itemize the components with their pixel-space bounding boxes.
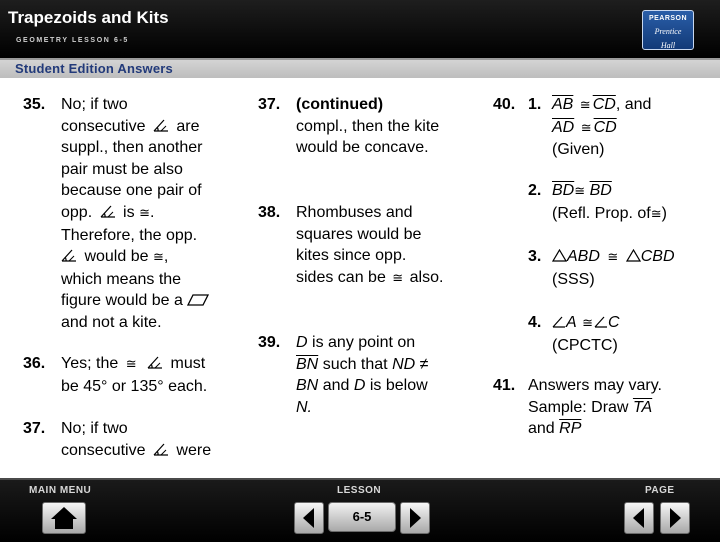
angles-icon <box>61 249 77 262</box>
lesson-label: LESSON <box>337 485 382 496</box>
answer-37 <box>23 418 233 462</box>
answer-line: Therefore, the opp. <box>61 226 198 244</box>
angles-icon <box>147 356 163 369</box>
answer-line: be 45° or 135° each. <box>61 377 208 395</box>
next-page-button[interactable] <box>660 502 690 534</box>
logo-line-2: Hall <box>660 41 676 50</box>
congruent-icon: ≅ <box>579 98 591 113</box>
answer-38 <box>258 202 468 290</box>
answer-line: pair must be also <box>61 160 183 178</box>
answer-line: which means the <box>61 270 182 288</box>
proof-step-2: 2. $\overline{BD}≅$ $\overline{BD}$ (Refl. Prop. of≅) <box>528 182 667 222</box>
answer-line: compl., then the kite <box>296 117 440 135</box>
logo-line-1: Prentice <box>654 27 682 36</box>
answer-line: squares would be <box>296 225 422 243</box>
arrow-left-icon <box>298 505 320 531</box>
section-title: Student Edition Answers <box>15 61 173 76</box>
triangle-icon <box>626 249 641 262</box>
answer-text: also. <box>409 268 444 286</box>
angles-icon <box>153 443 169 456</box>
proof-step-4: 4. A ≅ C (CPCTC) <box>528 314 620 354</box>
congruent-icon: ≅ <box>574 184 586 199</box>
triangle-icon <box>552 249 567 262</box>
main-menu-button[interactable] <box>42 502 86 534</box>
answer-number: 39. <box>258 334 281 351</box>
answer-text: figure would be a <box>61 292 183 310</box>
answer-41: 41. Answers may vary. Sample: Draw $\overline{TA}$ and $\overline{RP}$ <box>493 377 662 438</box>
answer-35: 35. No; if two consecutive are suppl., then another pair must be also because one pair of opp. is ≅. Therefore, the opp. would be ≅, which means the figure would be a and not a kite. <box>23 94 233 334</box>
page-label: PAGE <box>645 485 675 496</box>
answer-text: Yes; the <box>61 355 119 372</box>
answer-line: Answers may vary. <box>528 377 662 394</box>
answer-line: No; if two <box>61 96 128 113</box>
congruent-icon: ≅ <box>580 120 592 136</box>
answer-39: 39. D is any point on $\overline{BN}$ such that ND ≠ BN and D is below N. <box>258 332 468 420</box>
congruent-icon: ≅ <box>392 270 404 286</box>
answer-number: 40. <box>493 96 516 113</box>
answer-text: were <box>176 441 212 459</box>
angle-icon <box>552 315 566 328</box>
answer-text: opp. <box>61 203 93 221</box>
answer-40 <box>493 94 713 360</box>
ray-bn: $\overline{BN}$ <box>296 355 319 373</box>
congruent-icon: ≅ <box>582 316 594 331</box>
main-menu-label: MAIN MENU <box>29 485 92 496</box>
answer-number: 36. <box>23 355 46 372</box>
answer-text: must <box>170 355 206 372</box>
congruent-icon: ≅ <box>607 250 619 265</box>
answer-36 <box>23 353 233 397</box>
answer-number: 37. <box>258 96 281 113</box>
congruent-icon: ≅ <box>139 205 150 221</box>
answer-text: is <box>123 203 135 221</box>
continued-label: (continued) <box>296 96 384 113</box>
next-lesson-button[interactable] <box>400 502 430 534</box>
pearson-logo <box>642 10 694 50</box>
answer-line: Rhombuses and <box>296 204 413 221</box>
previous-page-button[interactable] <box>624 502 654 534</box>
answer-line: would be concave. <box>296 139 429 157</box>
lesson-subtitle: GEOMETRY LESSON 6-5 <box>16 37 129 44</box>
answer-text: would be <box>84 248 149 266</box>
angles-icon <box>100 205 116 218</box>
parallelogram-icon <box>187 294 209 306</box>
answer-line: and not a kite. <box>61 313 162 331</box>
answer-line: N. <box>296 398 312 416</box>
proof-step-1: 1. $\overline{AB}$ ≅ $\overline{CD}$, and $\overline{AD}$ ≅ $\overline{CD}$ (Given) <box>528 96 652 159</box>
proof-step-3: 3. ABD ≅ CBD (SSS) <box>528 248 675 288</box>
logo-brand: PEARSON <box>648 15 688 22</box>
congruent-icon: ≅ <box>152 250 164 266</box>
answer-number: 35. <box>23 96 46 113</box>
angle-icon <box>594 315 608 328</box>
page-title: Trapezoids and Kits <box>8 8 169 27</box>
answer-number: 41. <box>493 377 516 394</box>
previous-lesson-button[interactable] <box>294 502 324 534</box>
arrow-right-icon <box>664 505 686 531</box>
congruent-icon: ≅ <box>650 206 662 222</box>
answer-line: because one pair of <box>61 182 202 200</box>
answer-line: No; if two <box>61 420 128 437</box>
congruent-icon: ≅ <box>125 357 137 372</box>
answer-number: 38. <box>258 204 281 221</box>
lesson-number: 6-5 <box>328 502 396 532</box>
answer-line: kites since opp. <box>296 247 407 265</box>
answer-text: are <box>176 117 200 135</box>
arrow-right-icon <box>404 505 426 531</box>
answer-number: 37. <box>23 420 46 437</box>
answer-text: sides can be <box>296 268 386 286</box>
answer-line: suppl., then another <box>61 139 203 157</box>
answer-37-continued <box>258 94 468 160</box>
arrow-left-icon <box>628 505 650 531</box>
answer-text: consecutive <box>61 117 146 135</box>
angles-icon <box>153 119 169 132</box>
answer-text: consecutive <box>61 441 146 459</box>
home-icon <box>48 504 80 532</box>
